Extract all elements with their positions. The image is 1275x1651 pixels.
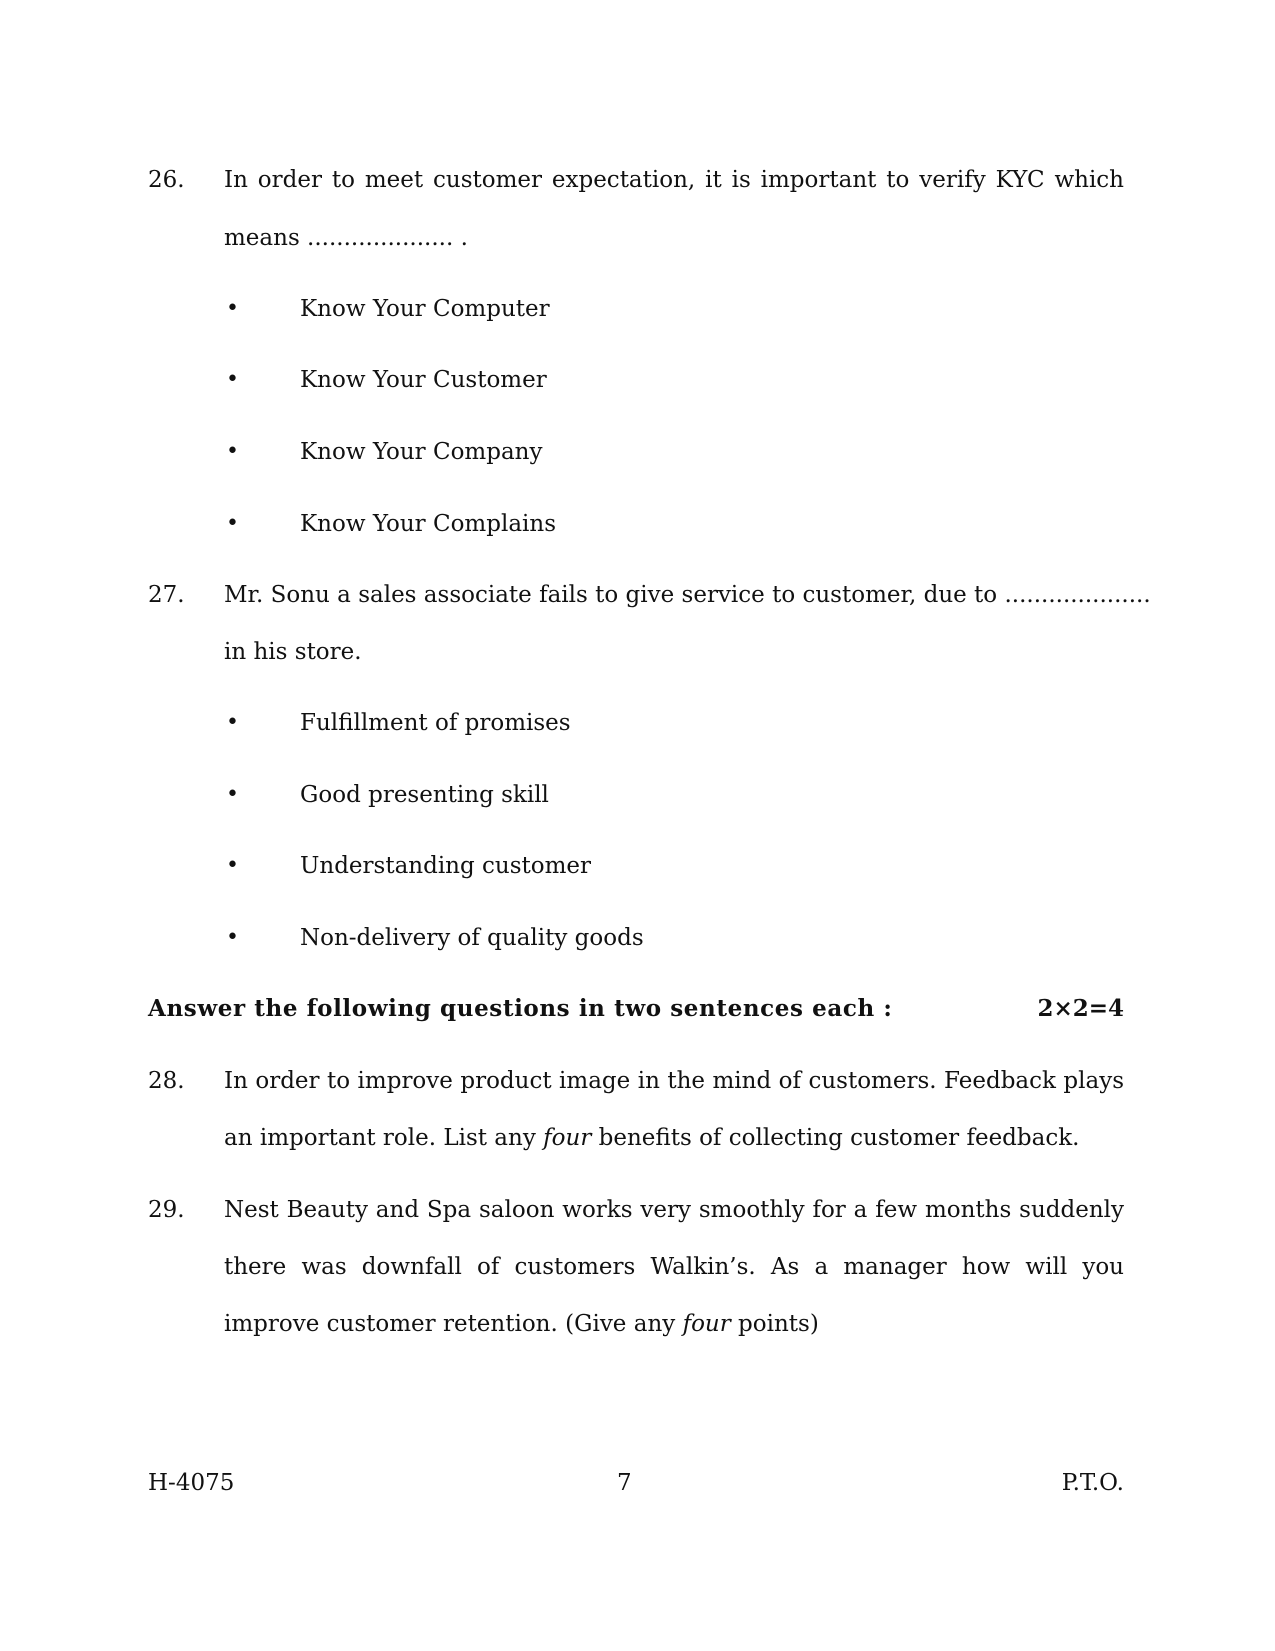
question-29-text-line3	[224, 1309, 1124, 1339]
bullet-icon: •	[226, 782, 239, 807]
bullet-icon: •	[226, 853, 239, 878]
question-29-text-line2: there was downfall of customers Walkin’s. As a manager how will you	[224, 1254, 1124, 1280]
q27-option-4: Non-delivery of quality goods	[300, 925, 644, 951]
q27-option-3: Understanding customer	[300, 853, 592, 879]
question-29-text-line3-a: improve customer retention. (Give any	[224, 1311, 683, 1337]
bullet-icon: •	[226, 511, 239, 536]
q27-option-1: Fulfillment of promises	[300, 710, 571, 736]
question-29-text-line3-b: points)	[730, 1311, 819, 1337]
q26-option-3: Know Your Company	[300, 439, 543, 465]
question-28-text-line2	[224, 1123, 1124, 1153]
bullet-icon: •	[226, 367, 239, 392]
question-28-text-line2-b: benefits of collecting customer feedback.	[591, 1125, 1080, 1151]
question-28-text-line2-a: an important role. List any	[224, 1125, 544, 1151]
question-26-number: 26.	[148, 167, 185, 193]
section-instruction: Answer the following questions in two sentences each :	[148, 995, 893, 1022]
q27-option-2: Good presenting skill	[300, 782, 549, 808]
question-27-number: 27.	[148, 582, 185, 608]
q26-option-4: Know Your Complains	[300, 511, 557, 537]
q26-option-1: Know Your Computer	[300, 296, 550, 322]
paper-code: H-4075	[148, 1470, 235, 1496]
question-29-number: 29.	[148, 1197, 185, 1223]
question-29-text-line1: Nest Beauty and Spa saloon works very smoothly for a few months suddenly	[224, 1197, 1124, 1223]
question-28-emphasis: four	[543, 1125, 592, 1151]
please-turn-over: P.T.O.	[1061, 1470, 1124, 1496]
question-26-text-line2: means .................... .	[224, 225, 468, 251]
question-28-text-line1: In order to improve product image in the mind of customers. Feedback plays	[224, 1068, 1124, 1094]
section-marks: 2×2=4	[1037, 995, 1124, 1022]
bullet-icon: •	[226, 710, 239, 735]
question-26-text-line1: In order to meet customer expectation, it is important to verify KYC which	[224, 167, 1124, 193]
q26-option-2: Know Your Customer	[300, 367, 547, 393]
question-27-text-line2: in his store.	[224, 639, 362, 665]
question-27-text-line1: Mr. Sonu a sales associate fails to give service to customer, due to ....................	[224, 582, 1151, 608]
question-29-emphasis: four	[682, 1311, 731, 1337]
bullet-icon: •	[226, 439, 239, 464]
page-number: 7	[617, 1470, 632, 1496]
question-28-number: 28.	[148, 1068, 185, 1094]
bullet-icon: •	[226, 296, 239, 321]
bullet-icon: •	[226, 925, 239, 950]
